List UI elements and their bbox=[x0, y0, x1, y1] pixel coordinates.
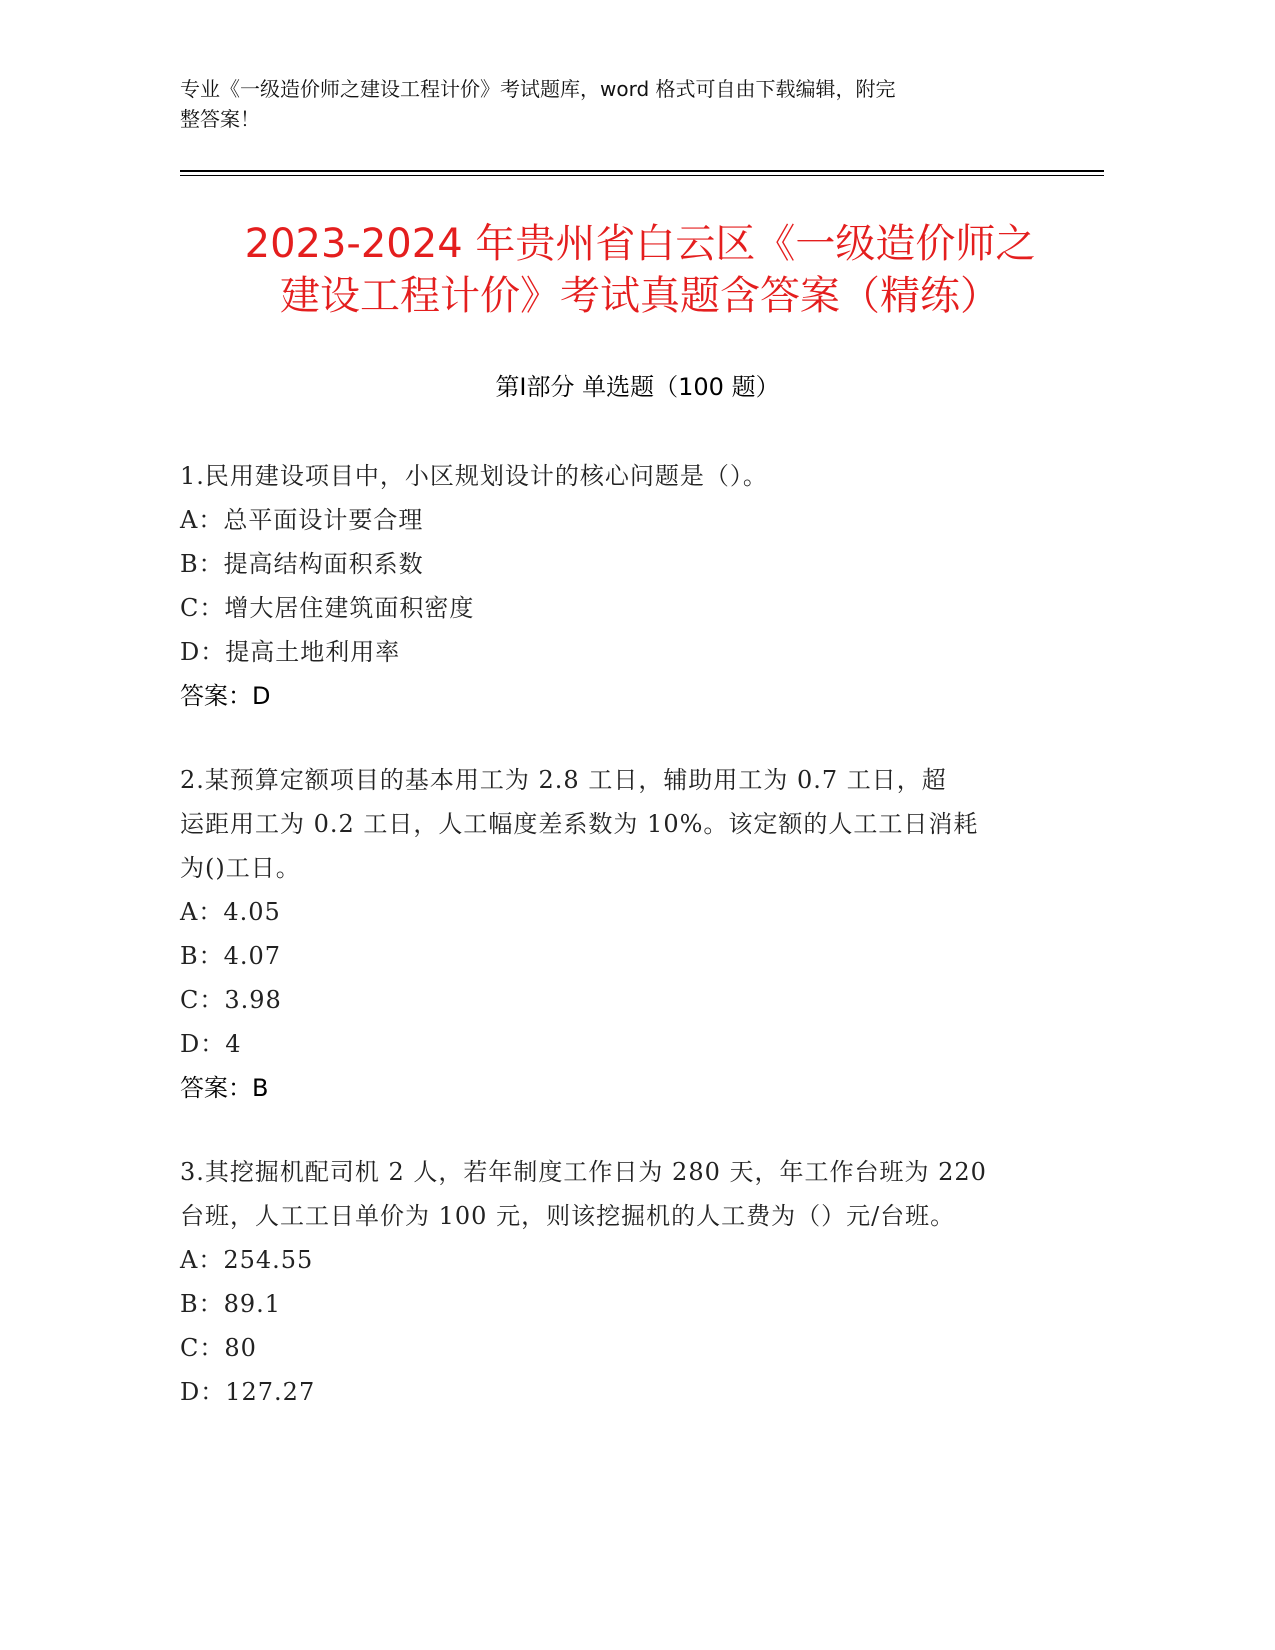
header-divider-thick bbox=[180, 170, 1104, 172]
option-d: D：4 bbox=[180, 1030, 242, 1058]
option-b: B：提高结构面积系数 bbox=[180, 550, 424, 578]
question-stem-line-2: 运距用工为 0.2 工日，人工幅度差系数为 10%。该定额的人工工日消耗 bbox=[180, 810, 979, 838]
question-stem-line-1: 2.某预算定额项目的基本用工为 2.8 工日，辅助用工为 0.7 工日，超 bbox=[180, 766, 947, 794]
question-stem: 1.民用建设项目中，小区规划设计的核心问题是（）。 bbox=[180, 462, 768, 490]
option-b: B：89.1 bbox=[180, 1290, 282, 1318]
option-d: D：提高土地利用率 bbox=[180, 638, 401, 666]
document-title-line-1: 2023-2024 年贵州省白云区《一级造价师之 bbox=[244, 221, 1036, 267]
header-divider-thin bbox=[180, 175, 1104, 176]
section-heading: 第Ⅰ部分 单选题（100 题） bbox=[495, 373, 780, 401]
answer-label: 答案：D bbox=[180, 682, 271, 710]
question-2 bbox=[180, 758, 1060, 1110]
option-d: D：127.27 bbox=[180, 1378, 316, 1406]
header-note bbox=[180, 74, 1040, 134]
document-title bbox=[170, 218, 1110, 322]
option-a: A：254.55 bbox=[180, 1246, 314, 1274]
answer-label: 答案：B bbox=[180, 1074, 269, 1102]
option-a: A：总平面设计要合理 bbox=[180, 506, 424, 534]
question-stem-line-3: 为()工日。 bbox=[180, 854, 301, 882]
option-a: A：4.05 bbox=[180, 898, 281, 926]
header-note-line-2: 整答案！ bbox=[180, 107, 260, 131]
option-c: C：增大居住建筑面积密度 bbox=[180, 594, 475, 622]
option-b: B：4.07 bbox=[180, 942, 282, 970]
option-c: C：80 bbox=[180, 1334, 257, 1362]
question-3 bbox=[180, 1150, 1060, 1414]
question-stem-line-2: 台班，人工工日单价为 100 元，则该挖掘机的人工费为（）元/台班。 bbox=[180, 1202, 956, 1230]
question-1 bbox=[180, 454, 1060, 718]
header-note-line-1: 专业《一级造价师之建设工程计价》考试题库，word 格式可自由下载编辑，附完 bbox=[180, 77, 896, 101]
option-c: C：3.98 bbox=[180, 986, 282, 1014]
document-title-line-2: 建设工程计价》考试真题含答案（精练） bbox=[280, 273, 1000, 319]
question-stem-line-1: 3.其挖掘机配司机 2 人，若年制度工作日为 280 天，年工作台班为 220 bbox=[180, 1158, 987, 1186]
